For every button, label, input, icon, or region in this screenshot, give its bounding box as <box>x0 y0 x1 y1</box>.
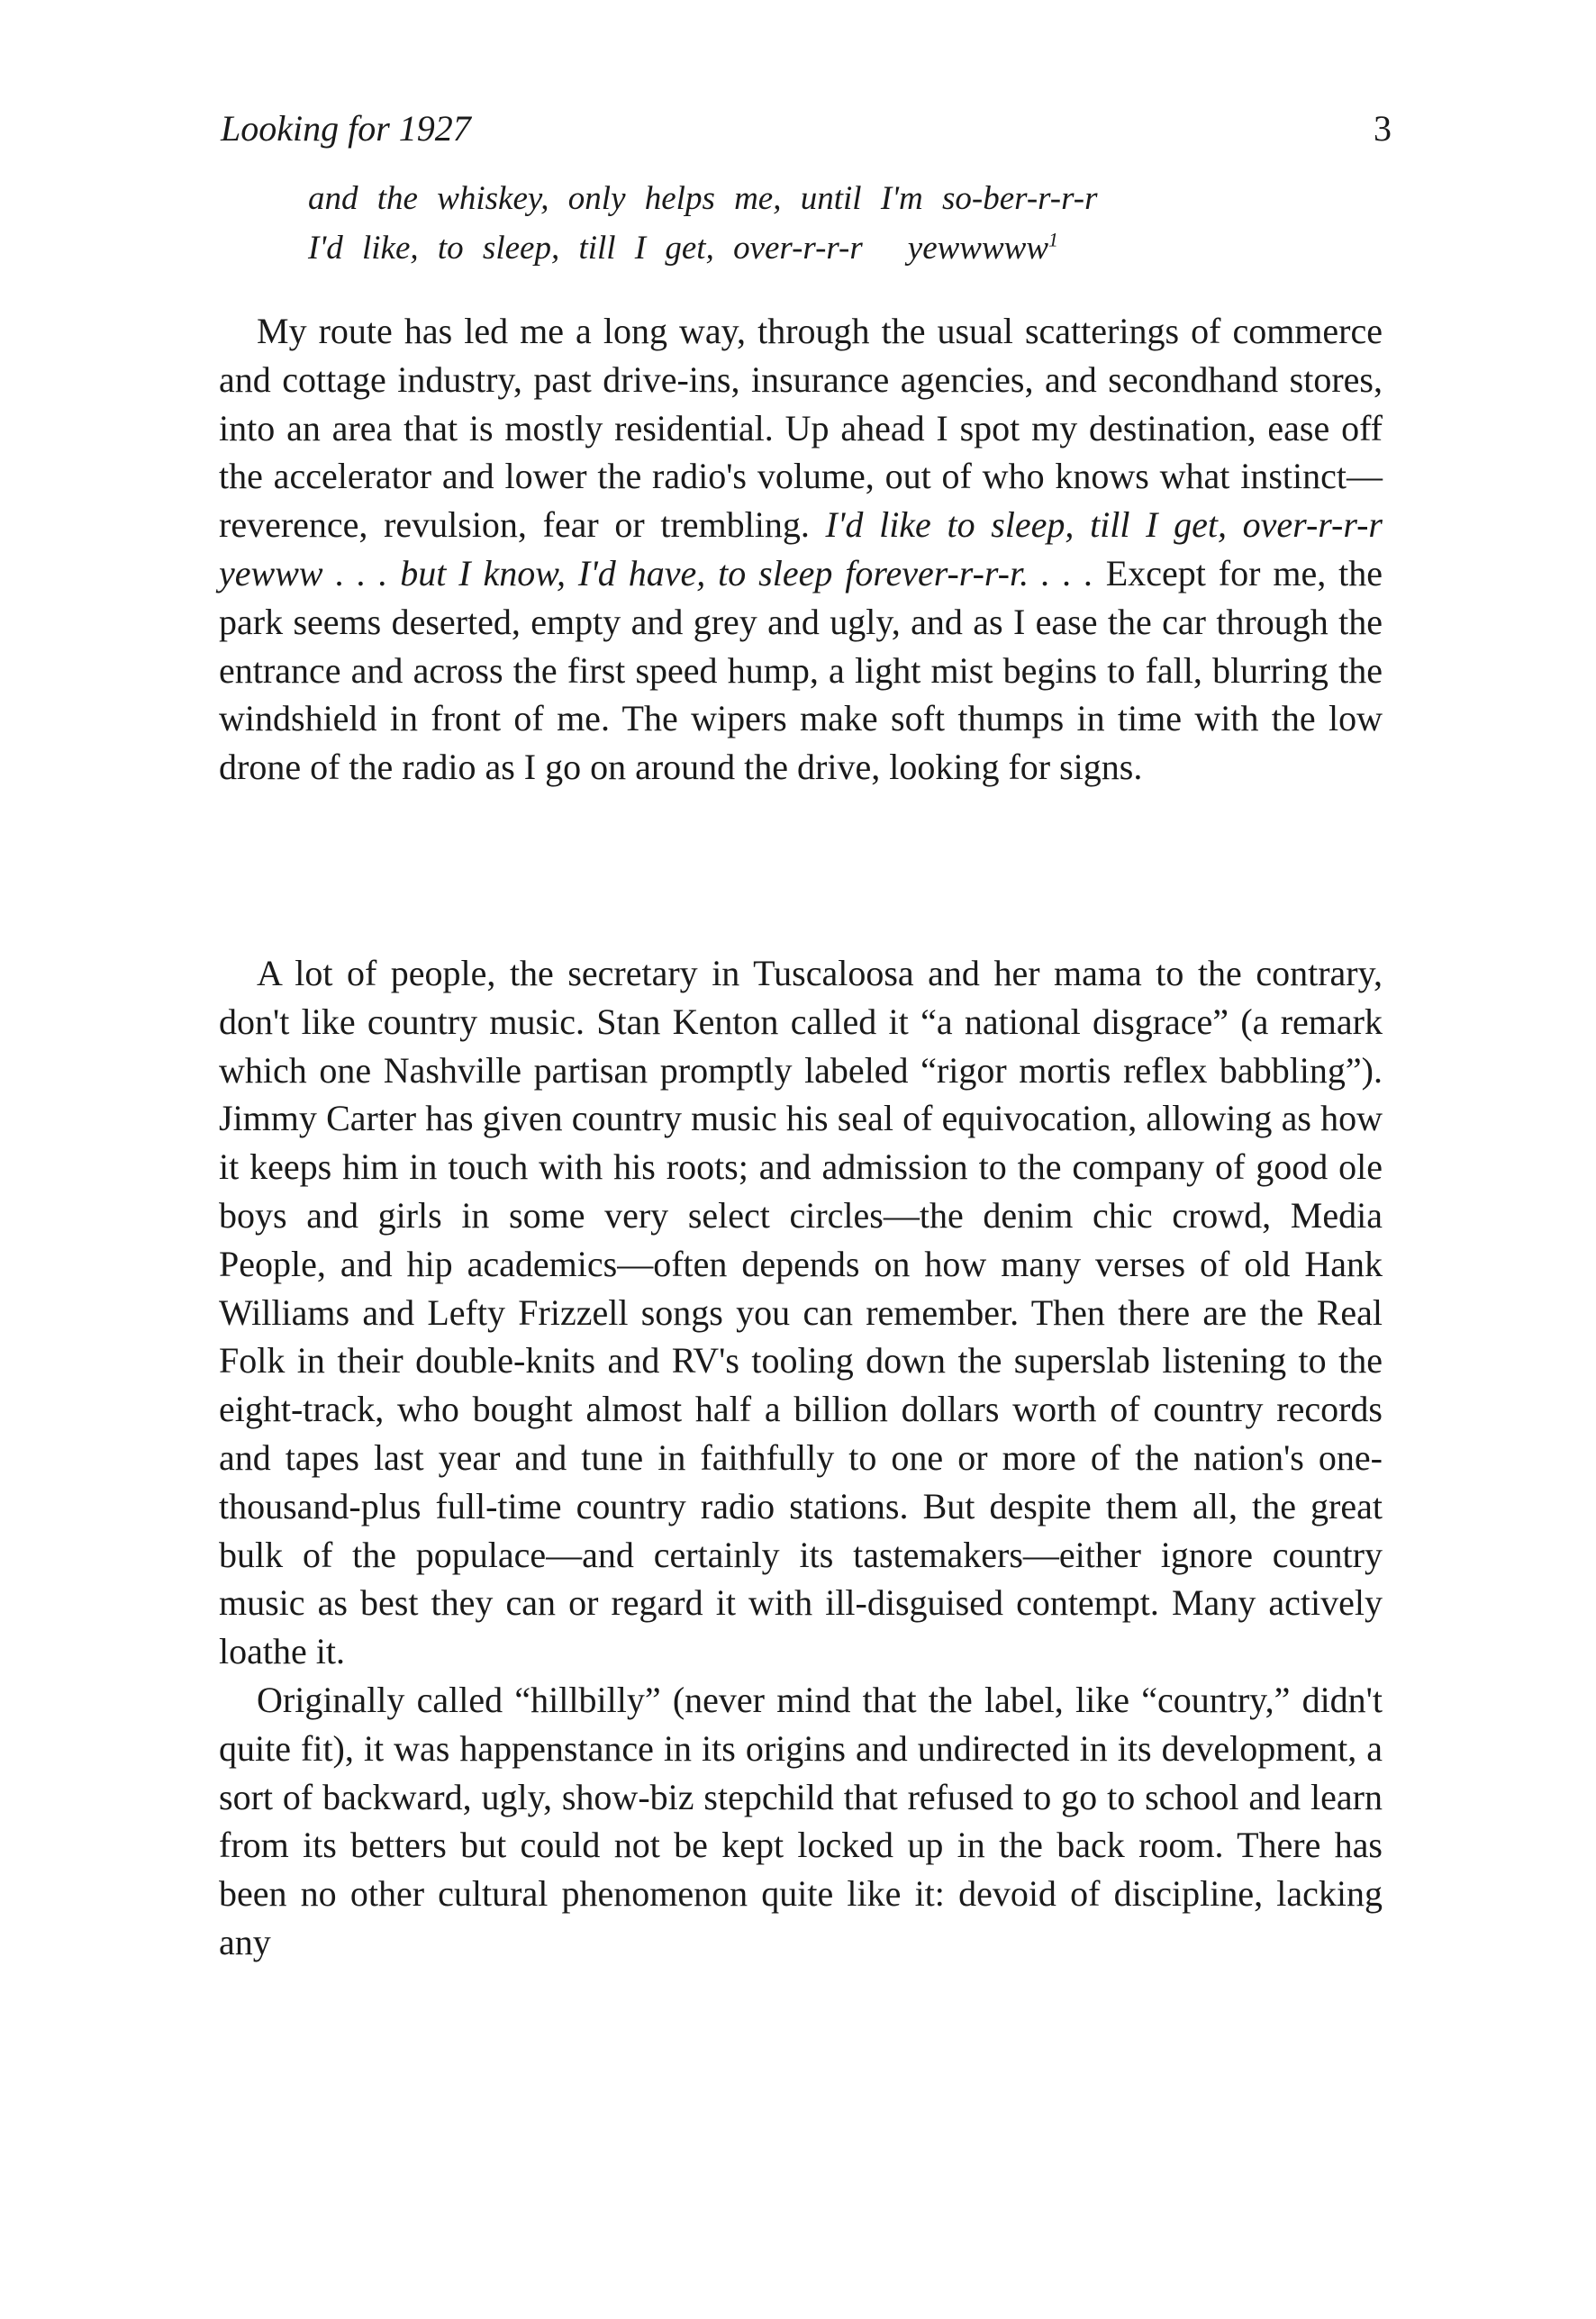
lyric-quote: I'd like to sleep, till I get, over-r-r-r yewww . . . but I know, I'd have, to sleep forever-r-r-r. . . . <box>219 504 1383 593</box>
song-lyric-epigraph <box>308 174 1254 273</box>
epigraph-line-2 <box>308 223 1254 273</box>
paragraph-text: Except for me, the park seems deserted, empty and grey and ugly, and as I ease the car through the entrance and across the first speed hump, a light mist begins to fall, blurring the windshield in front of me. The wipers make soft thumps in time with the low drone of the radio as I go on around the drive, looking for signs. <box>219 552 1383 788</box>
running-head: Looking for 1927 <box>221 108 471 149</box>
section-one <box>219 307 1383 792</box>
section-two <box>219 949 1383 1967</box>
page-number: 3 <box>1374 108 1392 149</box>
epigraph-line-2-tail: yewwwww <box>907 230 1049 267</box>
paragraph-text: My route has led me a long way, through the usual scatterings of commerce and cottage industry, past drive-ins, insurance agencies, and secondhand stores, into an area that is mostly residential. Up ahead I spot my destination, ease off the accelerator and lower the radio's volume, out of who knows what instinct—reverence, revulsion, fear or trembling. <box>219 311 1383 546</box>
footnote-marker: 1 <box>1048 228 1059 251</box>
paragraph <box>219 307 1383 792</box>
epigraph-line-1: and the whiskey, only helps me, until I'm so-ber-r-r-r <box>308 180 1098 217</box>
epigraph-line-2-lyric: I'd like, to sleep, till I get, over-r-r-r <box>308 230 863 267</box>
paragraph: A lot of people, the secretary in Tuscaloosa and her mama to the contrary, don't like country music. Stan Kenton called it “a national disgrace” (a remark which one Nashville partisan promptly labeled “rigor mortis reflex babbling”). Jimmy Carter has given country music his seal of equivocation, allowing as how it keeps him in touch with his roots; and admission to the company of good ole boys and girls in some very select circles—the denim chic crowd, Media People, and hip academics—often depends on how many verses of old Hank Williams and Lefty Frizzell songs you can remember. Then there are the Real Folk in their double-knits and RV's tooling down the superslab listening to the eight-track, who bought almost half a billion dollars worth of country records and tapes last year and tune in faithfully to one or more of the nation's one-thousand-plus full-time country radio stations. But despite them all, the great bulk of the populace—and certainly its tastemakers—either ignore country music as best they can or regard it with ill-disguised contempt. Many actively loathe it. <box>219 953 1383 1672</box>
paragraph: Originally called “hillbilly” (never mind that the label, like “country,” didn't quite fit), it was happenstance in its origins and undirected in its development, a sort of backward, ugly, show-biz stepchild that refused to go to school and learn from its betters but could not be kept locked up in the back room. There has been no other cultural phenomenon quite like it: devoid of discipline, lacking any <box>219 1679 1383 1962</box>
page-header <box>221 106 1392 151</box>
